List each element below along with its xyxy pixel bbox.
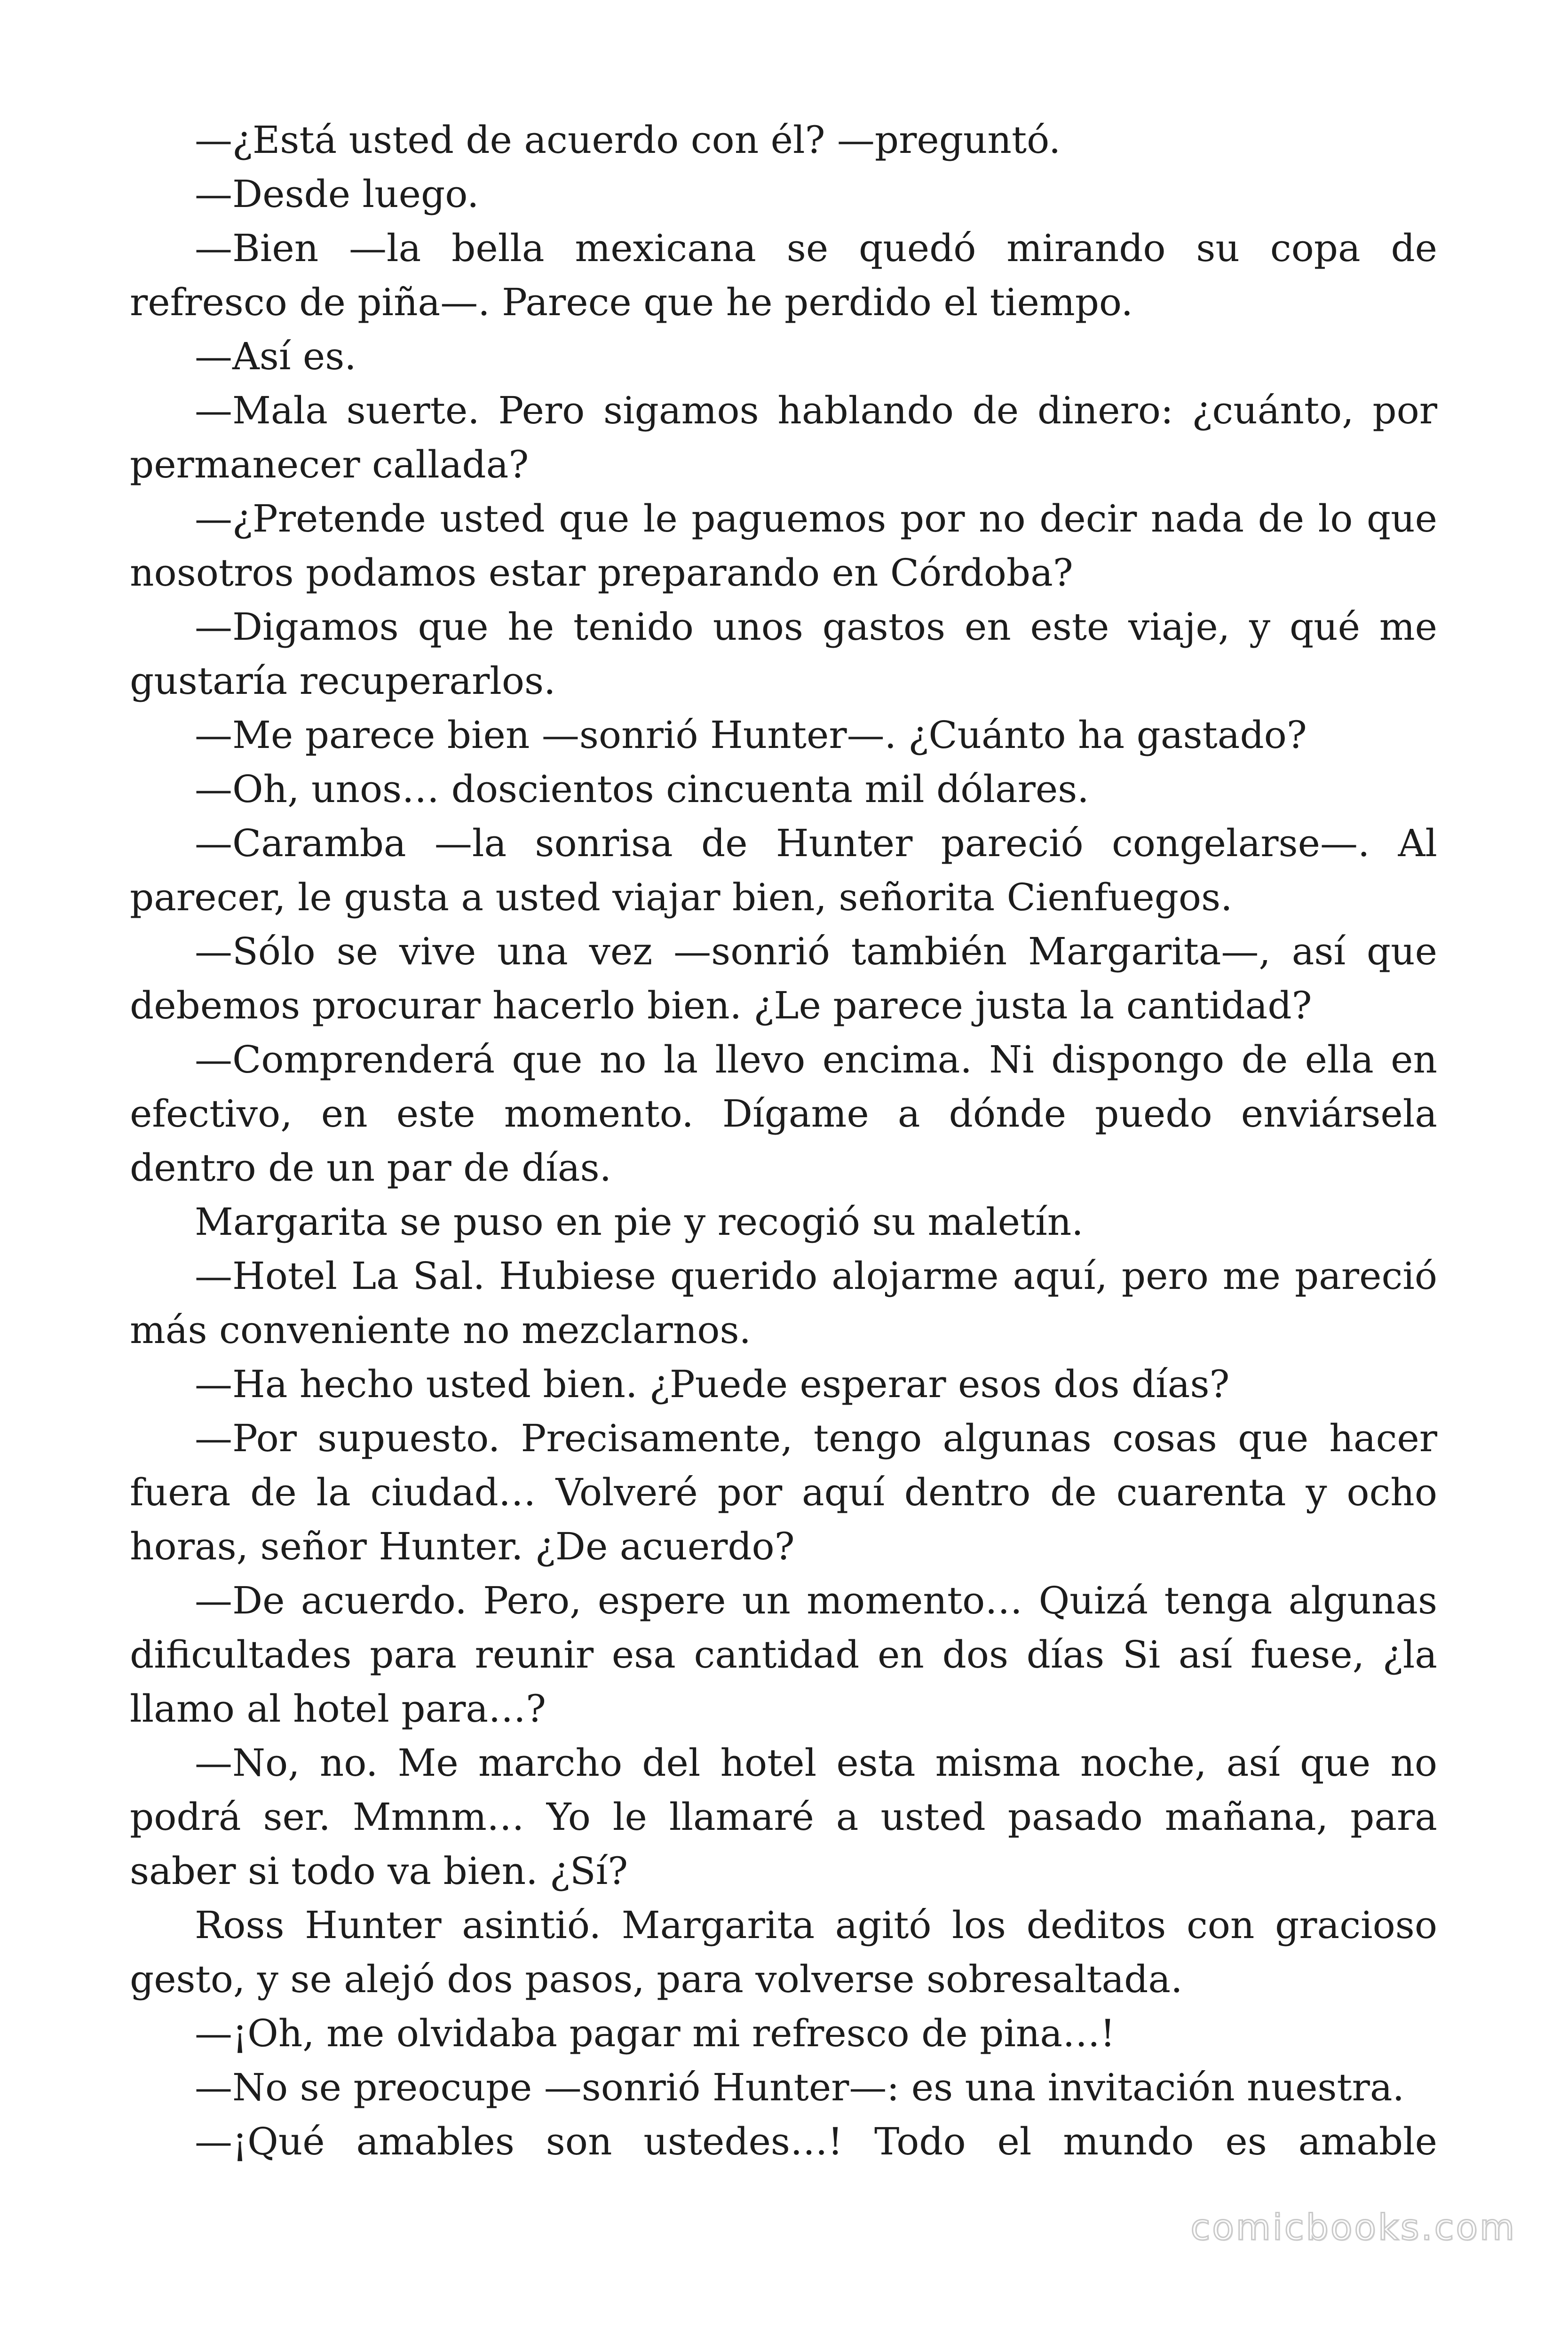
watermark-logo: comicbooks.com: [1190, 2206, 1516, 2248]
paragraph: —¡Oh, me olvidaba pagar mi refresco de pina…!: [195, 2011, 1116, 2055]
paragraph: —Hotel La Sal. Hubiese querido alojarme aquí, pero me pareció más conveniente no mezclarnos.: [130, 1254, 1437, 1352]
paragraph: —De acuerdo. Pero, espere un momento… Quizá tenga algunas dificultades para reunir esa cantidad en dos días Si así fuese, ¿la llamo al hotel para…?: [130, 1579, 1437, 1731]
paragraph: —Caramba —la sonrisa de Hunter pareció congelarse—. Al parecer, le gusta a usted viajar bien, señorita Cienfuegos.: [130, 821, 1437, 919]
paragraph: —Mala suerte. Pero sigamos hablando de dinero: ¿cuánto, por permanecer callada?: [130, 389, 1437, 486]
paragraph: —Comprenderá que no la llevo encima. Ni dispongo de ella en efectivo, en este momento. Dígame a dónde puedo enviársela dentro de un par de días.: [130, 1038, 1437, 1190]
paragraph: —¿Está usted de acuerdo con él? —preguntó.: [195, 118, 1061, 162]
paragraph: —¿Pretende usted que le paguemos por no decir nada de lo que nosotros podamos estar preparando en Córdoba?: [130, 497, 1437, 595]
paragraph: —Desde luego.: [195, 172, 479, 216]
paragraph: —Digamos que he tenido unos gastos en este viaje, y qué me gustaría recuperarlos.: [130, 605, 1437, 703]
paragraph: —Por supuesto. Precisamente, tengo algunas cosas que hacer fuera de la ciudad… Volveré por aquí dentro de cuarenta y ocho horas, señor Hunter. ¿De acuerdo?: [130, 1416, 1437, 1568]
book-page-text: [130, 113, 1437, 2169]
paragraph: Margarita se puso en pie y recogió su maletín.: [195, 1200, 1084, 1244]
paragraph: —No, no. Me marcho del hotel esta misma noche, así que no podrá ser. Mmnm… Yo le llamaré a usted pasado mañana, para saber si todo va bien. ¿Sí?: [130, 1741, 1437, 1893]
paragraph: —¡Qué amables son ustedes…! Todo el mundo es amable: [195, 2120, 1437, 2163]
paragraph: —Oh, unos… doscientos cincuenta mil dólares.: [195, 767, 1089, 811]
paragraph: —Así es.: [195, 334, 356, 378]
paragraph: Ross Hunter asintió. Margarita agitó los deditos con gracioso gesto, y se alejó dos pasos, para volverse sobresaltada.: [130, 1903, 1437, 2001]
paragraph: —Sólo se vive una vez —sonrió también Margarita—, así que debemos procurar hacerlo bien. ¿Le parece justa la cantidad?: [130, 930, 1437, 1027]
paragraph: —Me parece bien —sonrió Hunter—. ¿Cuánto ha gastado?: [195, 713, 1307, 757]
paragraph: —Bien —la bella mexicana se quedó mirando su copa de refresco de piña—. Parece que he perdido el tiempo.: [130, 226, 1437, 324]
paragraph: —No se preocupe —sonrió Hunter—: es una invitación nuestra.: [195, 2066, 1404, 2109]
paragraph: —Ha hecho usted bien. ¿Puede esperar esos dos días?: [195, 1362, 1230, 1406]
